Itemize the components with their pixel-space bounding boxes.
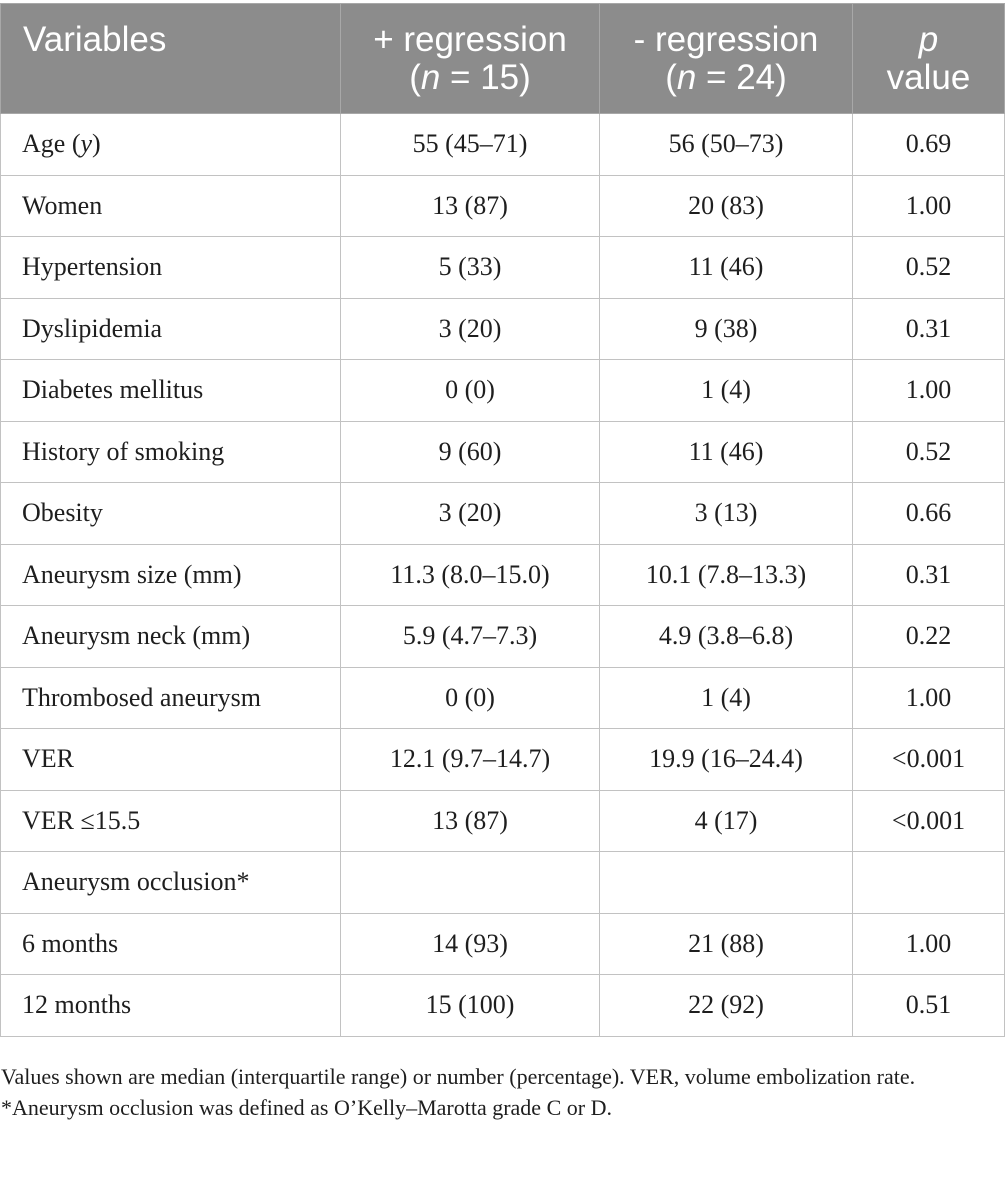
cell-minus-regression: 4 (17) xyxy=(600,790,853,852)
table-row xyxy=(1,421,1005,483)
header-variables-label: Variables xyxy=(23,20,167,59)
cell-plus-regression: 15 (100) xyxy=(341,975,600,1037)
cell-p-value: 1.00 xyxy=(853,175,1005,237)
cell-variable: 12 months xyxy=(1,975,341,1037)
cell-variable: Hypertension xyxy=(1,237,341,299)
cell-plus-regression: 5.9 (4.7–7.3) xyxy=(341,606,600,668)
table-row xyxy=(1,483,1005,545)
cell-plus-regression: 0 (0) xyxy=(341,667,600,729)
cell-plus-regression: 9 (60) xyxy=(341,421,600,483)
cell-p-value xyxy=(853,852,1005,914)
cell-p-value: 0.31 xyxy=(853,298,1005,360)
table-row xyxy=(1,667,1005,729)
cell-plus-regression: 14 (93) xyxy=(341,913,600,975)
italic-symbol: n xyxy=(676,57,697,97)
cell-variable: Age (y) xyxy=(1,114,341,176)
data-table xyxy=(0,3,1005,1037)
cell-minus-regression: 11 (46) xyxy=(600,421,853,483)
cell-plus-regression: 55 (45–71) xyxy=(341,114,600,176)
cell-variable: Aneurysm neck (mm) xyxy=(1,606,341,668)
cell-variable: Aneurysm size (mm) xyxy=(1,544,341,606)
cell-p-value: <0.001 xyxy=(853,790,1005,852)
table-row xyxy=(1,360,1005,422)
cell-variable: Dyslipidemia xyxy=(1,298,341,360)
header-minus-regression-title: - regression xyxy=(633,19,819,59)
cell-p-value: 1.00 xyxy=(853,667,1005,729)
header-plus-regression-title: + regression xyxy=(373,19,567,59)
header-minus-regression xyxy=(600,4,853,114)
table-row xyxy=(1,729,1005,791)
header-plus-regression xyxy=(341,4,600,114)
table-body xyxy=(1,114,1005,1037)
cell-minus-regression: 11 (46) xyxy=(600,237,853,299)
cell-p-value: 0.52 xyxy=(853,237,1005,299)
cell-p-value: 0.22 xyxy=(853,606,1005,668)
cell-plus-regression xyxy=(341,852,600,914)
header-p-value-word: value xyxy=(886,57,971,97)
table-row xyxy=(1,114,1005,176)
cell-minus-regression: 10.1 (7.8–13.3) xyxy=(600,544,853,606)
cell-variable: Obesity xyxy=(1,483,341,545)
cell-plus-regression: 0 (0) xyxy=(341,360,600,422)
cell-variable: Women xyxy=(1,175,341,237)
cell-p-value: 0.52 xyxy=(853,421,1005,483)
cell-plus-regression: 13 (87) xyxy=(341,790,600,852)
cell-variable: VER xyxy=(1,729,341,791)
cell-minus-regression: 20 (83) xyxy=(600,175,853,237)
cell-p-value: 1.00 xyxy=(853,360,1005,422)
cell-plus-regression: 13 (87) xyxy=(341,175,600,237)
cell-minus-regression: 21 (88) xyxy=(600,913,853,975)
cell-p-value: 0.69 xyxy=(853,114,1005,176)
table-row xyxy=(1,790,1005,852)
cell-variable: Thrombosed aneurysm xyxy=(1,667,341,729)
cell-p-value: <0.001 xyxy=(853,729,1005,791)
header-p-symbol: p xyxy=(918,19,939,59)
cell-variable: VER ≤15.5 xyxy=(1,790,341,852)
cell-minus-regression: 19.9 (16–24.4) xyxy=(600,729,853,791)
header-row xyxy=(1,4,1005,114)
table-header xyxy=(1,4,1005,114)
cell-p-value: 0.66 xyxy=(853,483,1005,545)
table-row xyxy=(1,544,1005,606)
cell-minus-regression: 22 (92) xyxy=(600,975,853,1037)
cell-plus-regression: 3 (20) xyxy=(341,483,600,545)
cell-variable: History of smoking xyxy=(1,421,341,483)
cell-plus-regression: 5 (33) xyxy=(341,237,600,299)
cell-minus-regression: 1 (4) xyxy=(600,667,853,729)
header-plus-regression-n: (n = 15) xyxy=(409,57,531,97)
header-minus-regression-n: (n = 24) xyxy=(665,57,787,97)
cell-plus-regression: 12.1 (9.7–14.7) xyxy=(341,729,600,791)
cell-p-value: 1.00 xyxy=(853,913,1005,975)
cell-variable: Aneurysm occlusion* xyxy=(1,852,341,914)
italic-symbol: y xyxy=(80,129,93,159)
table-row xyxy=(1,606,1005,668)
cell-plus-regression: 3 (20) xyxy=(341,298,600,360)
table-footnote: Values shown are median (interquartile range) or number (percentage). VER, volume embolization rate. *Aneurysm occlusion was defined as O’Kelly–Marotta grade C or D. xyxy=(1,1064,916,1120)
cell-minus-regression: 56 (50–73) xyxy=(600,114,853,176)
cell-variable: 6 months xyxy=(1,913,341,975)
cell-minus-regression: 9 (38) xyxy=(600,298,853,360)
table-row xyxy=(1,975,1005,1037)
cell-minus-regression: 3 (13) xyxy=(600,483,853,545)
table-row xyxy=(1,298,1005,360)
cell-minus-regression: 1 (4) xyxy=(600,360,853,422)
cell-p-value: 0.51 xyxy=(853,975,1005,1037)
table-row xyxy=(1,237,1005,299)
cell-minus-regression: 4.9 (3.8–6.8) xyxy=(600,606,853,668)
header-variables xyxy=(1,4,341,114)
table-row xyxy=(1,852,1005,914)
header-p-value xyxy=(853,4,1005,114)
cell-variable: Diabetes mellitus xyxy=(1,360,341,422)
cell-p-value: 0.31 xyxy=(853,544,1005,606)
cell-minus-regression xyxy=(600,852,853,914)
italic-symbol: n xyxy=(420,57,441,97)
table-row xyxy=(1,913,1005,975)
cell-plus-regression: 11.3 (8.0–15.0) xyxy=(341,544,600,606)
table-row xyxy=(1,175,1005,237)
